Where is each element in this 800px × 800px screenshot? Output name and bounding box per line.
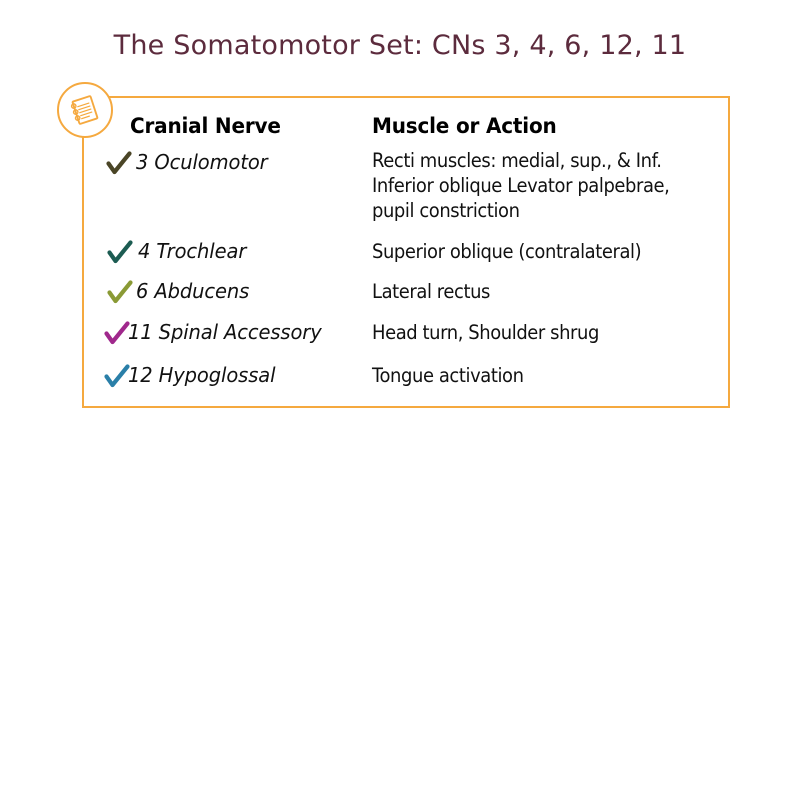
cranial-nerve-card <box>82 96 730 408</box>
column-header-muscle-or-action: Muscle or Action <box>372 114 557 139</box>
nerve-name: 11 Spinal Accessory <box>128 320 322 344</box>
column-header-cranial-nerve: Cranial Nerve <box>130 114 281 139</box>
nerve-name: 3 Oculomotor <box>136 150 268 174</box>
action-line: Superior oblique (contralateral) <box>372 240 642 263</box>
nerve-name: 4 Trochlear <box>138 239 247 263</box>
muscle-action-text <box>372 363 524 388</box>
checkmark-icon <box>107 280 133 306</box>
muscle-action-text <box>372 148 669 223</box>
nerve-name: 6 Abducens <box>136 279 250 303</box>
action-line: Inferior oblique Levator palpebrae, <box>372 174 670 197</box>
action-line: Lateral rectus <box>372 280 490 303</box>
checkmark-icon <box>104 364 130 390</box>
muscle-action-text <box>372 279 490 304</box>
checkmark-icon <box>104 321 130 347</box>
action-line: Head turn, Shoulder shrug <box>372 321 599 344</box>
muscle-action-text <box>372 239 641 264</box>
page-title: The Somatomotor Set: CNs 3, 4, 6, 12, 11 <box>113 30 687 61</box>
action-line: pupil constriction <box>372 199 520 222</box>
notepad-badge <box>57 82 113 138</box>
table-header-row <box>84 106 732 138</box>
notepad-icon <box>67 92 103 128</box>
action-line: Tongue activation <box>372 364 524 387</box>
nerve-name: 12 Hypoglossal <box>128 363 276 387</box>
checkmark-icon <box>107 240 133 266</box>
checkmark-icon <box>106 151 132 177</box>
action-line: Recti muscles: medial, sup., & Inf. <box>372 149 662 172</box>
muscle-action-text <box>372 320 599 345</box>
